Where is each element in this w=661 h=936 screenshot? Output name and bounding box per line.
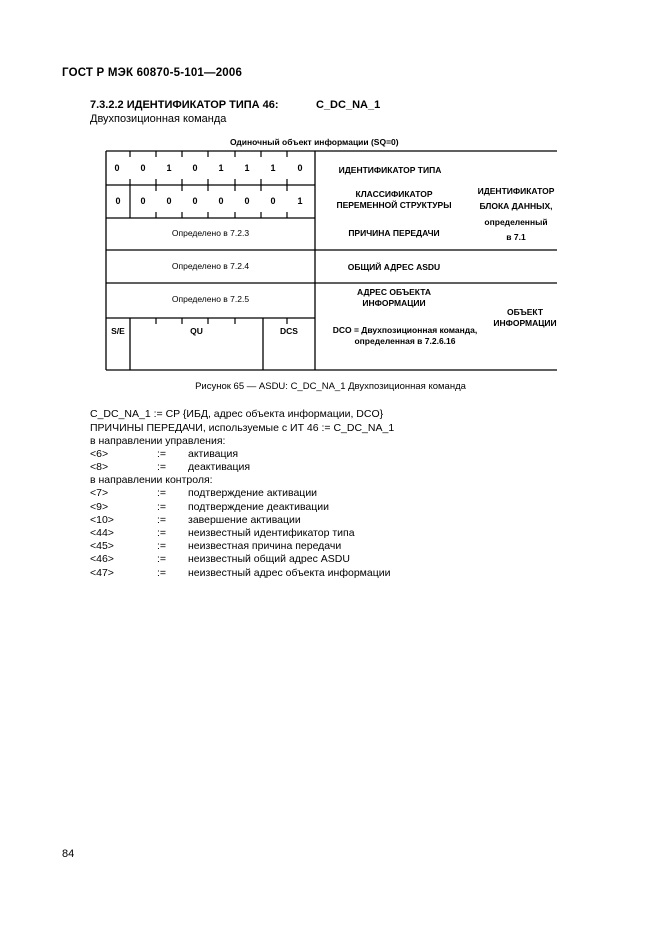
cause-description: неизвестная причина передачи — [188, 540, 342, 552]
cause-code: <10> — [90, 514, 114, 526]
cause-code: <45> — [90, 540, 114, 552]
group-label-data-unit-id: ИДЕНТИФИКАТОР БЛОКА ДАННЫХ, определенный в 7.1 — [477, 186, 555, 242]
row1-bit: 1 — [244, 163, 250, 173]
cause-code: <47> — [90, 567, 114, 579]
row2-bit: 0 — [192, 196, 198, 206]
cause-operator: := — [157, 540, 167, 552]
cause-description: подтверждение деактивации — [188, 501, 330, 513]
row3-definition: Определено в 7.2.3 — [171, 228, 250, 238]
document-code: ГОСТ Р МЭК 60870-5-101—2006 — [62, 67, 243, 79]
cause-code: <9> — [90, 501, 109, 513]
row2-bit: 0 — [218, 196, 224, 206]
field-se: S/E — [111, 326, 125, 336]
row1-bit: 0 — [297, 163, 303, 173]
row1-bit: 1 — [270, 163, 276, 173]
control-direction-heading: в направлении управления: — [90, 435, 226, 447]
section-subtitle: Двухпозиционная команда — [90, 113, 227, 125]
row2-bit: 0 — [115, 196, 121, 206]
cause-code: <7> — [90, 487, 109, 499]
cause-operator: := — [157, 567, 167, 579]
label-common-address: ОБЩИЙ АДРЕС ASDU — [347, 262, 441, 272]
section-title: 7.3.2.2 ИДЕНТИФИКАТОР ТИПА 46: — [90, 99, 279, 111]
definition-line: C_DC_NA_1 := CP {ИБД, адрес объекта информации, DCO} — [90, 408, 384, 420]
figure-title: Одиночный объект информации (SQ=0) — [230, 137, 399, 147]
cause-operator: := — [157, 527, 167, 539]
cause-code: <8> — [90, 461, 109, 473]
label-type-id: ИДЕНТИФИКАТОР ТИПА — [338, 165, 442, 175]
label-dco: DCO = Двухпозиционная команда, определенная в 7.2.6.16 — [332, 325, 478, 347]
cause-code: <6> — [90, 448, 109, 460]
cause-code: <46> — [90, 553, 114, 565]
row1-bit: 1 — [166, 163, 172, 173]
cause-description: завершение активации — [188, 514, 301, 526]
cause-operator: := — [157, 501, 167, 513]
row5-definition: Определено в 7.2.5 — [171, 294, 250, 304]
row2-bit: 1 — [297, 196, 303, 206]
cause-description: деактивация — [188, 461, 251, 473]
cause-operator: := — [157, 461, 167, 473]
row1-bit: 1 — [218, 163, 224, 173]
row1-bit: 0 — [140, 163, 146, 173]
section-type-id: C_DC_NA_1 — [316, 99, 381, 111]
cause-operator: := — [157, 487, 167, 499]
row2-bit: 0 — [244, 196, 250, 206]
row2-bit: 0 — [140, 196, 146, 206]
row4-definition: Определено в 7.2.4 — [171, 261, 250, 271]
cause-operator: := — [157, 448, 167, 460]
label-variable-structure: КЛАССИФИКАТОР ПЕРЕМЕННОЙ СТРУКТУРЫ — [336, 189, 452, 211]
row1-bit: 0 — [114, 163, 120, 173]
field-dcs: DCS — [280, 326, 298, 336]
group-label-info-object: ОБЪЕКТ ИНФОРМАЦИИ — [493, 307, 557, 329]
field-qu: QU — [190, 326, 203, 336]
label-cause-of-transmission: ПРИЧИНА ПЕРЕДАЧИ — [348, 228, 440, 238]
cause-operator: := — [157, 514, 167, 526]
figure-caption: Рисунок 65 — ASDU: C_DC_NA_1 Двухпозиционная команда — [195, 381, 466, 392]
cause-description: неизвестный адрес объекта информации — [188, 567, 391, 579]
page-number: 84 — [62, 848, 75, 860]
row2-bit: 0 — [166, 196, 172, 206]
label-ioa: АДРЕС ОБЪЕКТА ИНФОРМАЦИИ — [356, 287, 431, 309]
cause-description: неизвестный идентификатор типа — [188, 527, 355, 539]
row2-bit: 0 — [270, 196, 276, 206]
cause-operator: := — [157, 553, 167, 565]
cause-description: подтверждение активации — [188, 487, 318, 499]
cause-description: активация — [188, 448, 239, 460]
row1-bit: 0 — [192, 163, 198, 173]
cause-description: неизвестный общий адрес ASDU — [188, 553, 350, 565]
cause-code: <44> — [90, 527, 114, 539]
causes-line: ПРИЧИНЫ ПЕРЕДАЧИ, используемые с ИТ 46 := C_DC_NA_1 — [90, 422, 395, 434]
monitor-direction-heading: в направлении контроля: — [90, 474, 213, 486]
